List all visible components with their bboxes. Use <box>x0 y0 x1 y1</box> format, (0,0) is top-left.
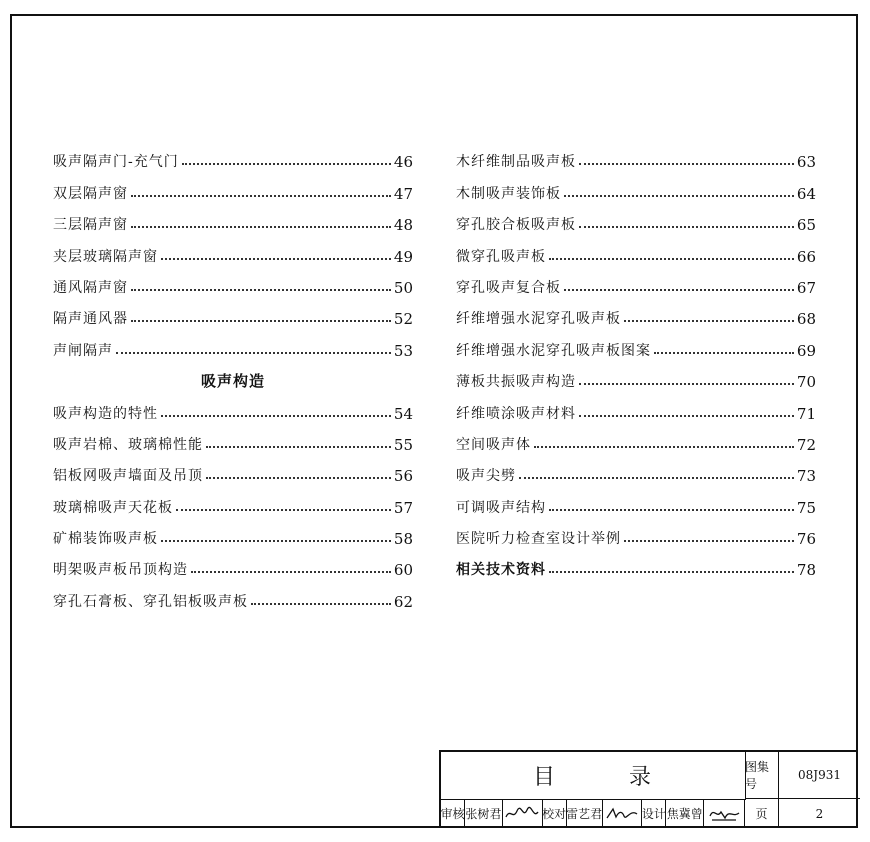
toc-entry <box>53 423 413 454</box>
design-signature <box>704 799 744 828</box>
toc-entry-title: 纤维增强水泥穿孔吸声板 <box>456 311 621 328</box>
toc-entry <box>456 391 816 422</box>
review-name: 张树君 <box>465 799 503 828</box>
toc-entry <box>456 517 816 548</box>
dot-leader <box>519 477 794 479</box>
toc-entry <box>456 328 816 359</box>
toc-entry-title: 吸声岩棉、玻璃棉性能 <box>53 436 203 453</box>
toc-entry <box>456 266 816 297</box>
review-signature <box>503 799 543 828</box>
toc-entry-title: 声闸隔声 <box>53 342 113 359</box>
toc-entry <box>456 454 816 485</box>
toc-entry <box>456 297 816 328</box>
toc-entry <box>456 423 816 454</box>
toc-entry-page: 49 <box>393 247 413 266</box>
toc-entry-page: 64 <box>796 184 816 203</box>
toc-entry-page: 78 <box>796 561 816 580</box>
dot-leader <box>549 258 794 260</box>
toc-entry <box>53 517 413 548</box>
dot-leader <box>206 446 391 448</box>
signature-icon <box>504 805 540 823</box>
dot-leader <box>182 163 391 165</box>
toc-entry-title: 隔声通风器 <box>53 311 128 328</box>
toc-entry <box>456 140 816 171</box>
dot-leader <box>206 477 391 479</box>
toc-entry-title: 矿棉装饰吸声板 <box>53 531 158 548</box>
toc-entry-title: 空间吸声体 <box>456 436 531 453</box>
toc-entry-page: 67 <box>796 278 816 297</box>
toc-entry <box>53 485 413 516</box>
toc-entry-title: 穿孔石膏板、穿孔铝板吸声板 <box>53 593 248 610</box>
dot-leader <box>624 320 794 322</box>
page-number: 2 <box>815 806 824 821</box>
atlas-no: 08J931 <box>779 752 860 799</box>
toc-entry-page: 65 <box>796 216 816 235</box>
toc-entry-title: 三层隔声窗 <box>53 217 128 234</box>
toc-entry-page: 70 <box>796 373 816 392</box>
design-name: 焦冀曾 <box>666 799 704 828</box>
toc-entry-title: 木制吸声装饰板 <box>456 185 561 202</box>
dot-leader <box>564 195 794 197</box>
dot-leader <box>131 226 391 228</box>
dot-leader <box>161 415 391 417</box>
review-label: 审核 <box>441 799 465 828</box>
page-label: 页 <box>745 799 779 828</box>
toc-entry-title: 可调吸声结构 <box>456 499 546 516</box>
design-label: 设计 <box>642 799 666 828</box>
toc-entry <box>53 234 413 265</box>
toc-entry-title: 相关技术资料 <box>456 562 546 579</box>
toc-entry-page: 68 <box>796 310 816 329</box>
toc-entry-page: 75 <box>796 498 816 517</box>
toc-entry-page: 66 <box>796 247 816 266</box>
toc-entry-page: 63 <box>796 153 816 172</box>
toc-entry <box>53 579 413 610</box>
dot-leader <box>549 571 794 573</box>
dot-leader <box>579 163 794 165</box>
dot-leader <box>131 289 391 291</box>
toc-left-column <box>53 140 413 611</box>
title-block <box>439 750 858 828</box>
toc-entry <box>456 485 816 516</box>
dot-leader <box>191 571 391 573</box>
toc-entry-title: 纤维增强水泥穿孔吸声板图案 <box>456 342 651 359</box>
toc-entry-page: 60 <box>393 561 413 580</box>
toc-entry-page: 62 <box>393 592 413 611</box>
toc-entry <box>456 360 816 391</box>
dot-leader <box>534 446 794 448</box>
toc-entry-page: 53 <box>393 341 413 360</box>
dot-leader <box>654 352 794 354</box>
toc-entry <box>53 548 413 579</box>
dot-leader <box>564 289 794 291</box>
toc-entry <box>456 171 816 202</box>
toc-entry-title: 吸声尖劈 <box>456 468 516 485</box>
toc-entry-title: 穿孔吸声复合板 <box>456 279 561 296</box>
proof-signature <box>603 799 643 828</box>
signature-row <box>441 799 745 828</box>
toc-entry-title: 微穿孔吸声板 <box>456 248 546 265</box>
toc-entry-title: 木纤维制品吸声板 <box>456 154 576 171</box>
proof-label: 校对 <box>543 799 567 828</box>
dot-leader <box>549 509 794 511</box>
signature-icon <box>604 805 640 823</box>
toc-entry-page: 50 <box>393 278 413 297</box>
toc-entry <box>53 203 413 234</box>
toc-entry <box>53 266 413 297</box>
toc-entry-title: 夹层玻璃隔声窗 <box>53 248 158 265</box>
toc-entry-title: 明架吸声板吊顶构造 <box>53 562 188 579</box>
toc-entry-page: 48 <box>393 216 413 235</box>
proof-name: 雷艺君 <box>567 799 603 828</box>
toc-entry <box>53 140 413 171</box>
toc-entry-title: 穿孔胶合板吸声板 <box>456 217 576 234</box>
dot-leader <box>116 352 391 354</box>
atlas-no-label: 图集号 <box>745 752 779 799</box>
title-char-1: 目 <box>532 765 557 790</box>
dot-leader <box>161 540 391 542</box>
dot-leader <box>251 603 391 605</box>
toc-entry <box>456 203 816 234</box>
title-char-2: 录 <box>629 765 654 790</box>
toc-entry-title: 薄板共振吸声构造 <box>456 374 576 391</box>
toc-entry-page: 52 <box>393 310 413 329</box>
toc-entry-page: 54 <box>393 404 413 423</box>
dot-leader <box>579 226 794 228</box>
toc-entry-page: 71 <box>796 404 816 423</box>
toc-entry-title: 双层隔声窗 <box>53 185 128 202</box>
title-block-title <box>441 752 746 800</box>
dot-leader <box>131 195 391 197</box>
toc-entry-page: 46 <box>393 153 413 172</box>
dot-leader <box>624 540 794 542</box>
signature-icon <box>706 805 742 823</box>
toc-entry-title: 通风隔声窗 <box>53 279 128 296</box>
toc-entry-page: 69 <box>796 341 816 360</box>
toc-entry-page: 73 <box>796 467 816 486</box>
dot-leader <box>579 383 794 385</box>
toc-right-column <box>456 140 816 579</box>
toc-entry-page: 58 <box>393 530 413 549</box>
dot-leader <box>161 258 391 260</box>
toc-entry-title: 医院听力检查室设计举例 <box>456 531 621 548</box>
toc-entry-page: 57 <box>393 498 413 517</box>
toc-entry-title: 吸声隔声门-充气门 <box>53 154 179 171</box>
dot-leader <box>176 509 391 511</box>
dot-leader <box>579 415 794 417</box>
toc-entry-page: 76 <box>796 530 816 549</box>
toc-entry-title: 玻璃棉吸声天花板 <box>53 499 173 516</box>
toc-entry-page: 72 <box>796 435 816 454</box>
toc-entry-page: 55 <box>393 435 413 454</box>
toc-entry <box>53 391 413 422</box>
toc-entry-title: 纤维喷涂吸声材料 <box>456 405 576 422</box>
dot-leader <box>131 320 391 322</box>
toc-entry-title: 铝板网吸声墙面及吊顶 <box>53 468 203 485</box>
toc-entry-page: 47 <box>393 184 413 203</box>
toc-entry-page: 56 <box>393 467 413 486</box>
section-heading: 吸声构造 <box>200 372 265 391</box>
toc-entry <box>53 171 413 202</box>
toc-entry <box>456 234 816 265</box>
toc-entry <box>53 297 413 328</box>
toc-entry <box>456 548 816 579</box>
toc-entry <box>53 328 413 359</box>
toc-entry <box>53 454 413 485</box>
toc-entry-title: 吸声构造的特性 <box>53 405 158 422</box>
